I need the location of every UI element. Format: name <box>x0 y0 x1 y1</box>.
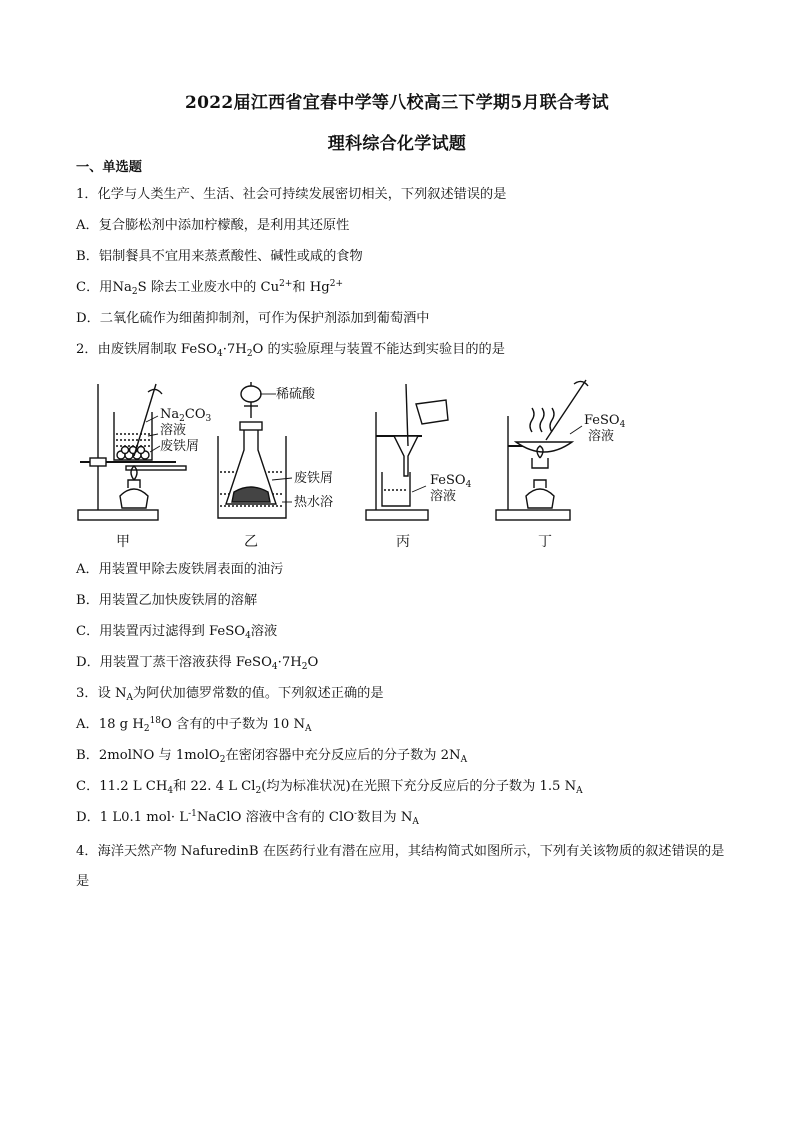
q2-option-a: A．用装置甲除去废铁屑表面的油污 <box>76 562 284 577</box>
q1-option-b: B．铝制餐具不宜用来蒸煮酸性、碱性或咸的食物 <box>76 249 363 264</box>
apparatus-ding <box>496 380 588 520</box>
q1-option-c: C．用$Na_2S$ 除去工业废水中的 $Cu^{2+}$和 $Hg^{2+}$ <box>76 279 344 297</box>
apparatus-yi <box>218 382 292 518</box>
exam-subtitle: 理科综合化学试题 <box>327 134 467 154</box>
caption-jia: 甲 <box>116 534 130 550</box>
caption-ding: 丁 <box>538 534 552 550</box>
q2-option-d: D．用装置丁蒸干溶液获得 $FeSO_4\cdot 7H_2O$ <box>76 655 319 672</box>
section-heading: 一、单选题 <box>76 160 142 175</box>
caption-yi: 乙 <box>244 534 258 550</box>
label-yi-iron: 废铁屑 <box>294 471 334 486</box>
label-jia-iron: 废铁屑 <box>160 439 200 454</box>
q2-option-c: C．用装置丙过滤得到 FeSO$_4$溶液 <box>76 624 278 641</box>
q4-stem-cont: 是 <box>76 874 90 889</box>
q3-option-b: B．2molNO 与 1molO$_2$在密闭容器中充分反应后的分子数为 $2N_A$ <box>76 748 468 765</box>
label-ding-solution: 溶液 <box>588 429 615 444</box>
q1-stem: 1．化学与人类生产、生活、社会可持续发展密切相关，下列叙述错误的是 <box>76 187 507 202</box>
q2-option-b: B．用装置乙加快废铁屑的溶解 <box>76 593 258 608</box>
q1-option-d: D．二氧化硫作为细菌抑制剂，可作为保护剂添加到葡萄酒中 <box>76 311 430 326</box>
q1-option-a: A．复合膨松剂中添加柠檬酸，是利用其还原性 <box>76 218 350 233</box>
label-jia-solution: 溶液 <box>160 423 187 438</box>
label-dilute-acid: 稀硫酸 <box>276 387 316 402</box>
label-na2co3: $Na_2CO_3$ <box>160 407 212 424</box>
q4-stem: 4．海洋天然产物 NafuredinB 在医药行业有潜在应用，其结构简式如图所示，下列有关该物质的叙述错误的是 <box>76 844 725 859</box>
q3-stem: 3．设 $N_A$为阿伏加德罗常数的值。下列叙述正确的是 <box>76 686 384 703</box>
q2-stem: 2．由废铁屑制取 $FeSO_4\cdot 7H_2O$ 的实验原理与装置不能达到实验目的的是 <box>76 342 505 359</box>
q3-option-d: D．1 L0.1 $mol\cdot L^{-1}NaClO$ 溶液中含有的 ClO-数目为 $N_A$ <box>76 809 419 827</box>
exam-title: 2022届江西省宜春中学等八校高三下学期5月联合考试 <box>185 93 609 113</box>
label-hot-bath: 热水浴 <box>294 495 334 510</box>
q3-option-c: C．11.2 L $CH_4$和 22. 4 L $Cl_2$(均为标准状况)在光照下充分反应后的分子数为 1.5 $N_A$ <box>76 779 583 796</box>
label-bing-solution: 溶液 <box>430 489 457 504</box>
apparatus-figure <box>76 376 626 556</box>
label-bing-feso4: FeSO$_4$ <box>430 473 472 490</box>
label-ding-feso4: FeSO$_4$ <box>584 413 626 430</box>
caption-bing: 丙 <box>396 534 410 550</box>
q3-option-a: A．18 g $H_2^{18}O$ 含有的中子数为 10 $N_A$ <box>76 716 312 734</box>
